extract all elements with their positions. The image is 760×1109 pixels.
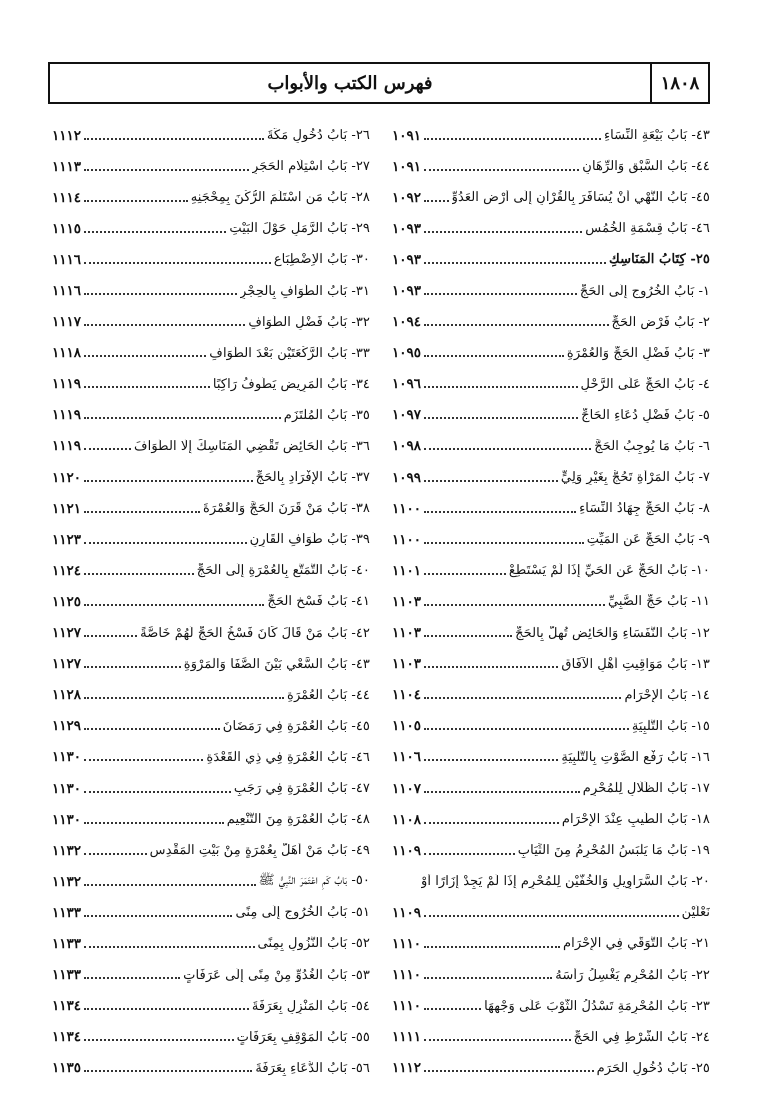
index-entry — [52, 835, 370, 866]
entry-page-number: ١١٢٧ — [52, 625, 82, 642]
entry-page-number: ١١٣٥ — [52, 1060, 82, 1077]
index-entry — [52, 369, 370, 400]
entry-page-number: ١١٢٨ — [52, 687, 82, 704]
dot-leader — [424, 293, 577, 295]
entry-title: ٤٦- بَابُ الْعُمْرَةِ فِي ذِي الْقَعْدَةِ — [206, 749, 370, 765]
dot-leader — [424, 604, 605, 606]
entry-page-number: ١١١٢ — [52, 127, 82, 144]
index-entry — [392, 586, 710, 617]
index-entry — [52, 555, 370, 586]
dot-leader — [424, 977, 552, 979]
entry-title: ٨- بَابُ الْحَجِّ جِهَادُ النِّسَاءِ — [579, 501, 710, 517]
index-entry — [392, 244, 710, 275]
index-entry — [52, 524, 370, 555]
entry-page-number: ١١٠٤ — [392, 687, 422, 704]
dot-leader — [84, 324, 245, 326]
entry-title: ٢٨- بَابُ مَنِ اسْتَلَمَ الرُّكْنَ بِمِحْجَنِهِ — [190, 190, 370, 206]
dot-leader — [84, 386, 210, 388]
index-entry — [52, 804, 370, 835]
dot-leader — [84, 1008, 249, 1010]
entry-title: ٣٦- بَابُ الْحَائِضِ تَقْضِي الْمَنَاسِكَ إِلَّا الطَّوَافَ — [134, 438, 370, 454]
index-entry — [52, 151, 370, 182]
dot-leader — [424, 573, 506, 575]
index-entry — [392, 1022, 710, 1053]
entry-page-number: ١٠٩٥ — [392, 345, 422, 362]
entry-title: ٣٥- بَابُ الْمُلْتَزَمِ — [283, 407, 370, 423]
entry-page-number: ١١١٦ — [52, 283, 82, 300]
dot-leader — [84, 293, 237, 295]
index-column-right — [392, 120, 710, 1084]
dot-leader — [84, 853, 147, 855]
entry-page-number: ١١٠٠ — [392, 531, 422, 548]
index-entry — [52, 680, 370, 711]
entry-title: ٢١- بَابُ التَّوَقِّي فِي الْإِحْرَامِ — [562, 936, 710, 952]
index-entry — [392, 773, 710, 804]
index-entry — [52, 275, 370, 306]
entry-page-number: ١١٢٧ — [52, 656, 82, 673]
index-entry — [392, 804, 710, 835]
entry-title: ٤٧- بَابُ الْعُمْرَةِ فِي رَجَبٍ — [233, 781, 370, 797]
index-entry — [52, 307, 370, 338]
entry-title: ٤٢- بَابُ مَنْ قَالَ كَانَ فَسْخُ الْحَجِّ لَهُمْ خَاصَّةً — [140, 625, 370, 641]
dot-leader — [424, 355, 564, 357]
entry-page-number: ١١١٨ — [52, 345, 82, 362]
entry-title: ٣٧- بَابُ الْإِفْرَادِ بِالْحَجِّ — [255, 470, 370, 486]
index-entry — [52, 897, 370, 928]
entry-title: ٢٠- بَابُ السَّرَاوِيلِ وَالْخُفَّيْنِ لِلْمُحْرِمِ إِذَا لَمْ يَجِدْ إِزَارًا أَوْ — [421, 874, 710, 890]
entry-page-number: ١١١٤ — [52, 189, 82, 206]
dot-leader — [84, 355, 206, 357]
entry-page-number: ١٠٩٦ — [392, 376, 422, 393]
dot-leader — [84, 480, 253, 482]
entry-title: ٣٩- بَابُ طَوَافِ الْقَارِنِ — [249, 532, 370, 548]
entry-title: ٣١- بَابُ الطَّوَافِ بِالْحِجْرِ — [240, 283, 370, 299]
index-entry — [52, 991, 370, 1022]
index-entry — [52, 1053, 370, 1084]
index-entry — [392, 897, 710, 928]
entry-title: ٥- بَابُ فَضْلِ دُعَاءِ الْحَاجِّ — [581, 407, 710, 423]
dot-leader — [84, 1039, 234, 1041]
entry-title: ٥٠- بَابُ كَمِ اعْتَمَرَ النَّبِيُّ ﷺ — [258, 873, 370, 889]
entry-title: ٩- بَابُ الْحَجِّ عَنِ الْمَيِّتِ — [586, 532, 710, 548]
dot-leader — [424, 417, 578, 419]
index-entry — [52, 960, 370, 991]
dot-leader — [424, 635, 512, 637]
entry-title: ٣٣- بَابُ الرَّكْعَتَيْنِ بَعْدَ الطَّوَافِ — [209, 345, 370, 361]
dot-leader — [84, 169, 249, 171]
entry-title: ٣٢- بَابُ فَضْلِ الطَّوَافِ — [248, 314, 370, 330]
page-title: فهرس الكتب والأبواب — [267, 72, 433, 94]
entry-title: ٥٢- بَابُ النُّزُولِ بِمِنًى — [257, 936, 370, 952]
entry-title: ٤٥- بَابُ الْعُمْرَةِ فِي رَمَضَانَ — [222, 718, 370, 734]
dot-leader — [84, 884, 256, 886]
entry-page-number: ١١٠٧ — [392, 780, 422, 797]
index-entry — [392, 493, 710, 524]
index-entry — [52, 1022, 370, 1053]
entry-page-number: ١١٠٣ — [392, 625, 422, 642]
entry-page-number: ١٠٩٣ — [392, 251, 422, 268]
entry-page-number: ١١٠٩ — [392, 842, 422, 859]
entry-title: ١٢- بَابُ النُّفَسَاءِ وَالْحَائِضِ تُهِلُّ بِالْحَجِّ — [515, 625, 710, 641]
entry-page-number: ١١٢٤ — [52, 562, 82, 579]
entry-title: نَعْلَيْنِ — [681, 905, 710, 921]
dot-leader — [84, 666, 181, 668]
dot-leader — [424, 324, 609, 326]
entry-page-number: ١١٠١ — [392, 562, 422, 579]
dot-leader — [84, 511, 200, 513]
entry-title: ٢٧- بَابُ اسْتِلَامِ الْحَجَرِ — [251, 159, 370, 175]
entry-page-number: ١١١٩ — [52, 438, 82, 455]
entry-title: ٤٣- بَابُ بَيْعَةِ النِّسَاءِ — [603, 128, 710, 144]
dot-leader — [84, 915, 232, 917]
entry-page-number: ١١٠٣ — [392, 593, 422, 610]
entry-page-number: ١١٠٠ — [392, 500, 422, 517]
entry-title: ١٨- بَابُ الطِّيبِ عِنْدَ الْإِحْرَامِ — [561, 812, 710, 828]
entry-title: ١٦- بَابُ رَفْعِ الصَّوْتِ بِالتَّلْبِيَةِ — [561, 749, 710, 765]
entry-title: ٧- بَابُ الْمَرْأَةِ تَحُجُّ بِغَيْرِ وَلِيٍّ — [560, 470, 710, 486]
dot-leader — [424, 791, 580, 793]
entry-page-number: ١١١٠ — [392, 998, 422, 1015]
dot-leader — [84, 542, 247, 544]
dot-leader — [424, 262, 606, 264]
entry-page-number: ١١٢٣ — [52, 531, 82, 548]
dot-leader — [84, 697, 284, 699]
index-entry — [52, 649, 370, 680]
entry-page-number: ١١١٣ — [52, 158, 82, 175]
dot-leader — [84, 262, 271, 264]
dot-leader — [424, 448, 591, 450]
dot-leader — [84, 138, 264, 140]
entry-title: ٤٦- بَابُ قِسْمَةِ الْخُمُسِ — [585, 221, 710, 237]
entry-title: ٢٩- بَابُ الرَّمَلِ حَوْلَ الْبَيْتِ — [229, 221, 370, 237]
entry-title: ٤١- بَابُ فَسْخِ الْحَجِّ — [267, 594, 370, 610]
entry-title: ٥٦- بَابُ الدُّعَاءِ بِعَرَفَةَ — [255, 1060, 370, 1076]
entry-title: ٢٢- بَابُ الْمُحْرِمِ يَغْسِلُ رَأْسَهُ — [555, 967, 710, 983]
dot-leader — [424, 1039, 571, 1041]
page-number: ١٨٠٨ — [650, 64, 708, 102]
entry-title: ٤٠- بَابُ التَّمَتُّعِ بِالْعُمْرَةِ إِلَى الْحَجِّ — [196, 563, 370, 579]
index-entry — [52, 742, 370, 773]
entry-title: ٤٩- بَابُ مَنْ أَهَلَّ بِعُمْرَةٍ مِنْ بَيْتِ الْمَقْدِسِ — [149, 843, 370, 859]
index-entry — [52, 928, 370, 959]
entry-page-number: ١١٣٤ — [52, 998, 82, 1015]
entry-page-number: ١١١٠ — [392, 935, 422, 952]
entry-page-number: ١٠٩١ — [392, 158, 422, 175]
entry-title: ١٥- بَابُ التَّلْبِيَةِ — [631, 718, 710, 734]
dot-leader — [84, 417, 281, 419]
entry-page-number: ١١٢٥ — [52, 593, 82, 610]
index-entry — [392, 213, 710, 244]
index-entry — [392, 649, 710, 680]
entry-title: ٣٤- بَابُ الْمَرِيضِ يَطُوفُ رَاكِبًا — [212, 376, 370, 392]
entry-page-number: ١٠٩٨ — [392, 438, 422, 455]
index-entry — [392, 431, 710, 462]
entry-title: ٣- بَابُ فَضْلِ الْحَجِّ وَالْعُمْرَةِ — [566, 345, 710, 361]
index-entry — [52, 493, 370, 524]
dot-leader — [84, 791, 231, 793]
entry-page-number: ١١٣٣ — [52, 904, 82, 921]
index-entry — [392, 524, 710, 555]
entry-page-number: ١١١٦ — [52, 251, 82, 268]
dot-leader — [424, 697, 621, 699]
entry-page-number: ١١٠٣ — [392, 656, 422, 673]
entry-page-number: ١١٣٣ — [52, 967, 82, 984]
entry-page-number: ١١٣٢ — [52, 873, 82, 890]
dot-leader — [424, 480, 558, 482]
index-entry — [52, 462, 370, 493]
index-column-left — [52, 120, 370, 1084]
index-entry — [52, 618, 370, 649]
index-entry — [52, 773, 370, 804]
index-entry — [52, 866, 370, 897]
entry-page-number: ١١٣٠ — [52, 749, 82, 766]
index-entry — [392, 711, 710, 742]
dot-leader — [424, 542, 584, 544]
entry-page-number: ١٠٩٩ — [392, 469, 422, 486]
entry-page-number: ١٠٩٣ — [392, 220, 422, 237]
entry-title: ١٣- بَابُ مَوَاقِيتِ أَهْلِ الْآفَاقِ — [561, 656, 710, 672]
index-entry — [392, 151, 710, 182]
dot-leader — [424, 200, 449, 202]
entry-page-number: ١١٣٢ — [52, 842, 82, 859]
entry-page-number: ١١٣٤ — [52, 1029, 82, 1046]
index-entry — [52, 431, 370, 462]
entry-page-number: ١١٣٣ — [52, 935, 82, 952]
entry-title: ٥٤- بَابُ الْمَنْزِلِ بِعَرَفَةَ — [251, 998, 370, 1014]
entry-title: ٢٤- بَابُ الشَّرْطِ فِي الْحَجِّ — [573, 1029, 710, 1045]
index-entry — [52, 120, 370, 151]
index-entry — [392, 991, 710, 1022]
dot-leader — [424, 728, 629, 730]
dot-leader — [84, 231, 226, 233]
dot-leader — [424, 386, 578, 388]
index-entry — [392, 462, 710, 493]
entry-page-number: ١١١٢ — [392, 1060, 422, 1077]
index-entry — [52, 338, 370, 369]
dot-leader — [84, 448, 131, 450]
dot-leader — [84, 822, 224, 824]
index-entry — [392, 307, 710, 338]
entry-page-number: ١١٠٥ — [392, 718, 422, 735]
index-entry — [52, 400, 370, 431]
entry-page-number: ١١٠٩ — [392, 904, 422, 921]
dot-leader — [84, 1070, 252, 1072]
index-entry — [52, 213, 370, 244]
index-entry — [392, 742, 710, 773]
dot-leader — [424, 822, 559, 824]
entry-page-number: ١١٠٨ — [392, 811, 422, 828]
dot-leader — [84, 728, 220, 730]
index-entry — [52, 244, 370, 275]
entry-page-number: ١١١٩ — [52, 407, 82, 424]
entry-title: ١٩- بَابُ مَا يَلْبَسُ الْمُحْرِمُ مِنَ الثِّيَابِ — [517, 843, 710, 859]
index-entry — [392, 369, 710, 400]
entry-title: ١١- بَابُ حَجِّ الصَّبِيِّ — [607, 594, 710, 610]
index-entry — [392, 338, 710, 369]
dot-leader — [424, 138, 601, 140]
entry-page-number: ١٠٩٣ — [392, 283, 422, 300]
entry-title: ١٠- بَابُ الْحَجِّ عَنِ الْحَيِّ إِذَا لَمْ يَسْتَطِعْ — [508, 563, 710, 579]
index-entry — [392, 182, 710, 213]
index-entry — [392, 866, 710, 897]
entry-title: ٤- بَابُ الْحَجِّ عَلَى الرَّحْلِ — [580, 376, 710, 392]
dot-leader — [424, 1070, 594, 1072]
entry-page-number: ١١١٥ — [52, 220, 82, 237]
entry-page-number: ١١١٧ — [52, 314, 82, 331]
index-entry — [392, 1053, 710, 1084]
dot-leader — [424, 231, 582, 233]
dot-leader — [84, 977, 180, 979]
dot-leader — [424, 915, 679, 917]
dot-leader — [84, 759, 203, 761]
entry-page-number: ١١١١ — [392, 1029, 422, 1046]
entry-page-number: ١١٣٠ — [52, 780, 82, 797]
entry-title: ٥٥- بَابُ الْمَوْقِفِ بِعَرَفَاتٍ — [236, 1029, 370, 1045]
entry-title: ٤٣- بَابُ السَّعْيِ بَيْنَ الصَّفَا وَالْمَرْوَةِ — [183, 656, 370, 672]
dot-leader — [84, 573, 194, 575]
index-entry — [392, 680, 710, 711]
entry-title: ٣٨- بَابُ مَنْ قَرَنَ الْحَجَّ وَالْعُمْرَةَ — [203, 501, 370, 517]
entry-title: ٦- بَابُ مَا يُوجِبُ الْحَجَّ — [594, 438, 710, 454]
index-entry — [52, 711, 370, 742]
index-entry — [392, 928, 710, 959]
page-header — [48, 62, 710, 104]
dot-leader — [424, 169, 579, 171]
entry-page-number: ١٠٩٢ — [392, 189, 422, 206]
entry-page-number: ١١٠٦ — [392, 749, 422, 766]
entry-title: ٢- بَابُ فَرْضِ الْحَجِّ — [611, 314, 710, 330]
entry-title: ٥١- بَابُ الْخُرُوجِ إِلَى مِنًى — [235, 905, 370, 921]
index-entry — [392, 960, 710, 991]
dot-leader — [84, 946, 255, 948]
entry-title: ٢٦- بَابُ دُخُولِ مَكَّةَ — [266, 128, 370, 144]
dot-leader — [424, 1008, 481, 1010]
entry-page-number: ١١١٩ — [52, 376, 82, 393]
dot-leader — [424, 511, 576, 513]
dot-leader — [84, 200, 188, 202]
dot-leader — [84, 635, 137, 637]
index-entry — [52, 586, 370, 617]
entry-title: ٣٠- بَابُ الْاِضْطِبَاعِ — [273, 252, 370, 268]
entry-title: ١- بَابُ الْخُرُوجِ إِلَى الْحَجِّ — [579, 283, 710, 299]
entry-title: ٤٤- بَابُ الْعُمْرَةِ — [287, 687, 370, 703]
dot-leader — [424, 946, 560, 948]
entry-page-number: ١١٢١ — [52, 500, 82, 517]
index-entry — [52, 182, 370, 213]
entry-page-number: ١١٣٠ — [52, 811, 82, 828]
dot-leader — [424, 853, 515, 855]
index-entry — [392, 400, 710, 431]
entry-title: ٤٤- بَابُ السَّبْقِ وَالرِّهَانِ — [582, 159, 710, 175]
index-entry — [392, 275, 710, 306]
index-entry — [392, 835, 710, 866]
dot-leader — [424, 666, 558, 668]
index-entry — [392, 555, 710, 586]
index-entry — [392, 120, 710, 151]
entry-page-number: ١٠٩٧ — [392, 407, 422, 424]
dot-leader — [84, 604, 264, 606]
entry-page-number: ١١١٠ — [392, 967, 422, 984]
entry-page-number: ١٠٩١ — [392, 127, 422, 144]
entry-title: ٥٣- بَابُ الْغُدُوِّ مِنْ مِنًى إِلَى عَرَفَاتٍ — [183, 967, 370, 983]
entry-title: ٢٣- بَابُ الْمُحْرِمَةِ تَسْدُلُ الثَّوْبَ عَلَى وَجْهِهَا — [484, 998, 710, 1014]
index-entry — [392, 618, 710, 649]
entry-page-number: ١١٢٩ — [52, 718, 82, 735]
entry-title: ٢٥- بَابُ دُخُولِ الْحَرَمِ — [596, 1060, 710, 1076]
dot-leader — [424, 759, 558, 761]
entry-title: ١٤- بَابُ الْإِحْرَامِ — [624, 687, 710, 703]
entry-page-number: ١١٢٠ — [52, 469, 82, 486]
entry-title: ١٧- بَابُ الظِّلَالِ لِلْمُحْرِمِ — [582, 781, 710, 797]
entry-title: ٤٥- بَابُ النَّهْيِ أَنْ يُسَافَرَ بِالْقُرْآنِ إِلَى أَرْضِ الْعَدُوِّ — [451, 190, 710, 206]
entry-title: ٤٨- بَابُ الْعُمْرَةِ مِنَ التَّنْعِيمِ — [226, 812, 370, 828]
entry-title: ٢٥- كِتَابُ الْمَنَاسِكِ — [609, 252, 710, 268]
entry-page-number: ١٠٩٤ — [392, 314, 422, 331]
